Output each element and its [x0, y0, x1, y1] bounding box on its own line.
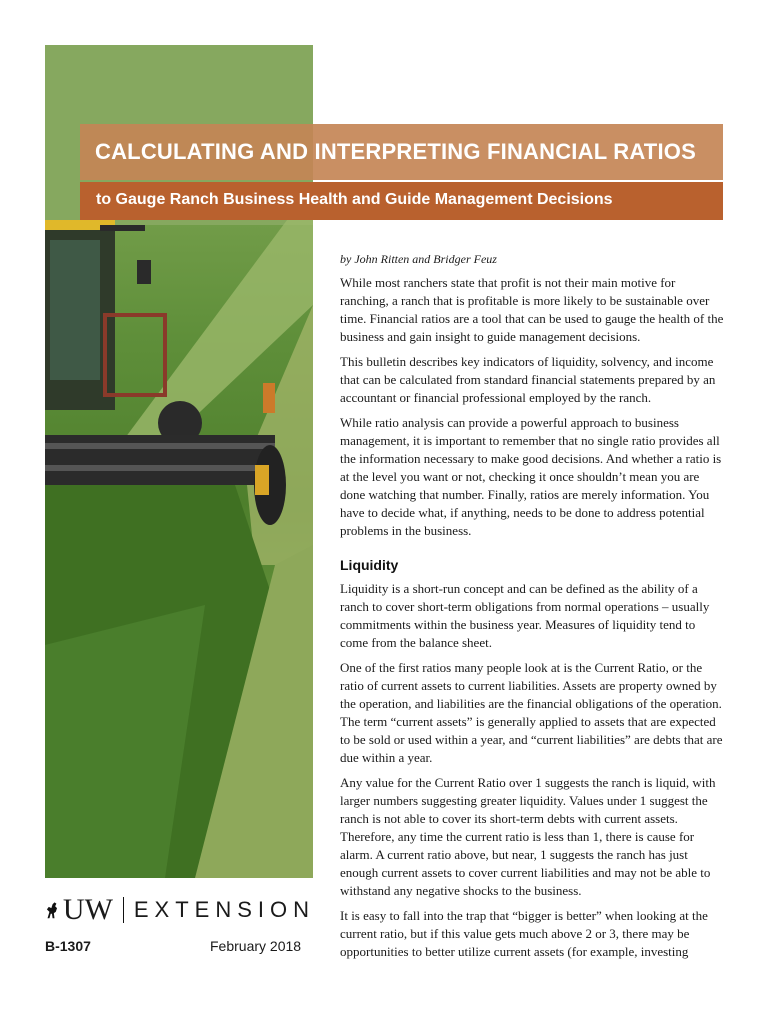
- byline: by John Ritten and Bridger Feuz: [340, 252, 497, 266]
- bucking-horse-icon: [45, 895, 59, 925]
- document-subtitle: to Gauge Ranch Business Health and Guide Management Decisions: [96, 191, 613, 208]
- liquidity-paragraph-4: It is easy to fall into the trap that “bigger is better” when looking at the current ratio, but if this value gets much above 2 or 3, there may be opportunities to better utilize current assets (for example, investing: [340, 908, 708, 959]
- liquidity-heading: Liquidity: [340, 557, 399, 573]
- uw-extension-logo: [45, 892, 315, 928]
- article-body: [340, 250, 725, 968]
- bulletin-code: B-1307: [45, 938, 91, 954]
- title-banner: [80, 124, 723, 180]
- intro-paragraph-1: While most ranchers state that profit is not their main motive for ranching, a ranch that is profitable is more likely to be sustainable over time. Financial ratios are a tool that can be used to gauge the health of the business and gain insight to guide management decisions.: [340, 275, 724, 344]
- liquidity-paragraph-2: One of the first ratios many people look at is the Current Ratio, or the ratio of current assets to current liabilities. Assets are property owned by the operation, and liabilities are the financial obligations of the operation. The term “current assets” is generally applied to assets that are expected to be sold or used within a year, and “current liabilities” are debts that are due within a year.: [340, 660, 723, 765]
- logo-extension-text: EXTENSION: [133, 897, 315, 922]
- subtitle-banner: [80, 182, 723, 220]
- liquidity-paragraph-1: Liquidity is a short-run concept and can be defined as the ability of a ranch to cover short-term obligations from normal operations – usually commitments within the business year. Measures of liquidity tend to come from the balance sheet.: [340, 581, 710, 650]
- logo-divider: [123, 897, 124, 923]
- document-title: CALCULATING AND INTERPRETING FINANCIAL RATIOS: [95, 139, 696, 164]
- logo-uw-text: UW: [62, 893, 113, 926]
- liquidity-paragraph-3: Any value for the Current Ratio over 1 suggests the ranch is liquid, with larger numbers suggesting greater liquidity. Values under 1 suggest the ranch is not able to cover its short-term debts with current assets. Therefore, any time the current ratio is less than 1, there is cause for alarm. A current ratio above, but near, 1 suggests the ranch has just enough current assets to cover current liabilities and may not be able to withstand any negative shocks to the business.: [340, 775, 716, 898]
- intro-paragraph-3: While ratio analysis can provide a powerful approach to business management, it is important to remember that no single ratio provides all the information necessary to make good decisions. And whether a ratio is at the level you want or not, checking it once shouldn’t mean you are done watching that number. Finally, ratios are merely information. You have to decide what, if anything, needs to be done to address potential problems in the business.: [340, 415, 722, 538]
- publication-date: February 2018: [210, 938, 302, 954]
- intro-paragraph-2: This bulletin describes key indicators of liquidity, solvency, and income that can be calculated from standard financial statements prepared by an accountant or financial professional employed by the ranch.: [340, 354, 716, 405]
